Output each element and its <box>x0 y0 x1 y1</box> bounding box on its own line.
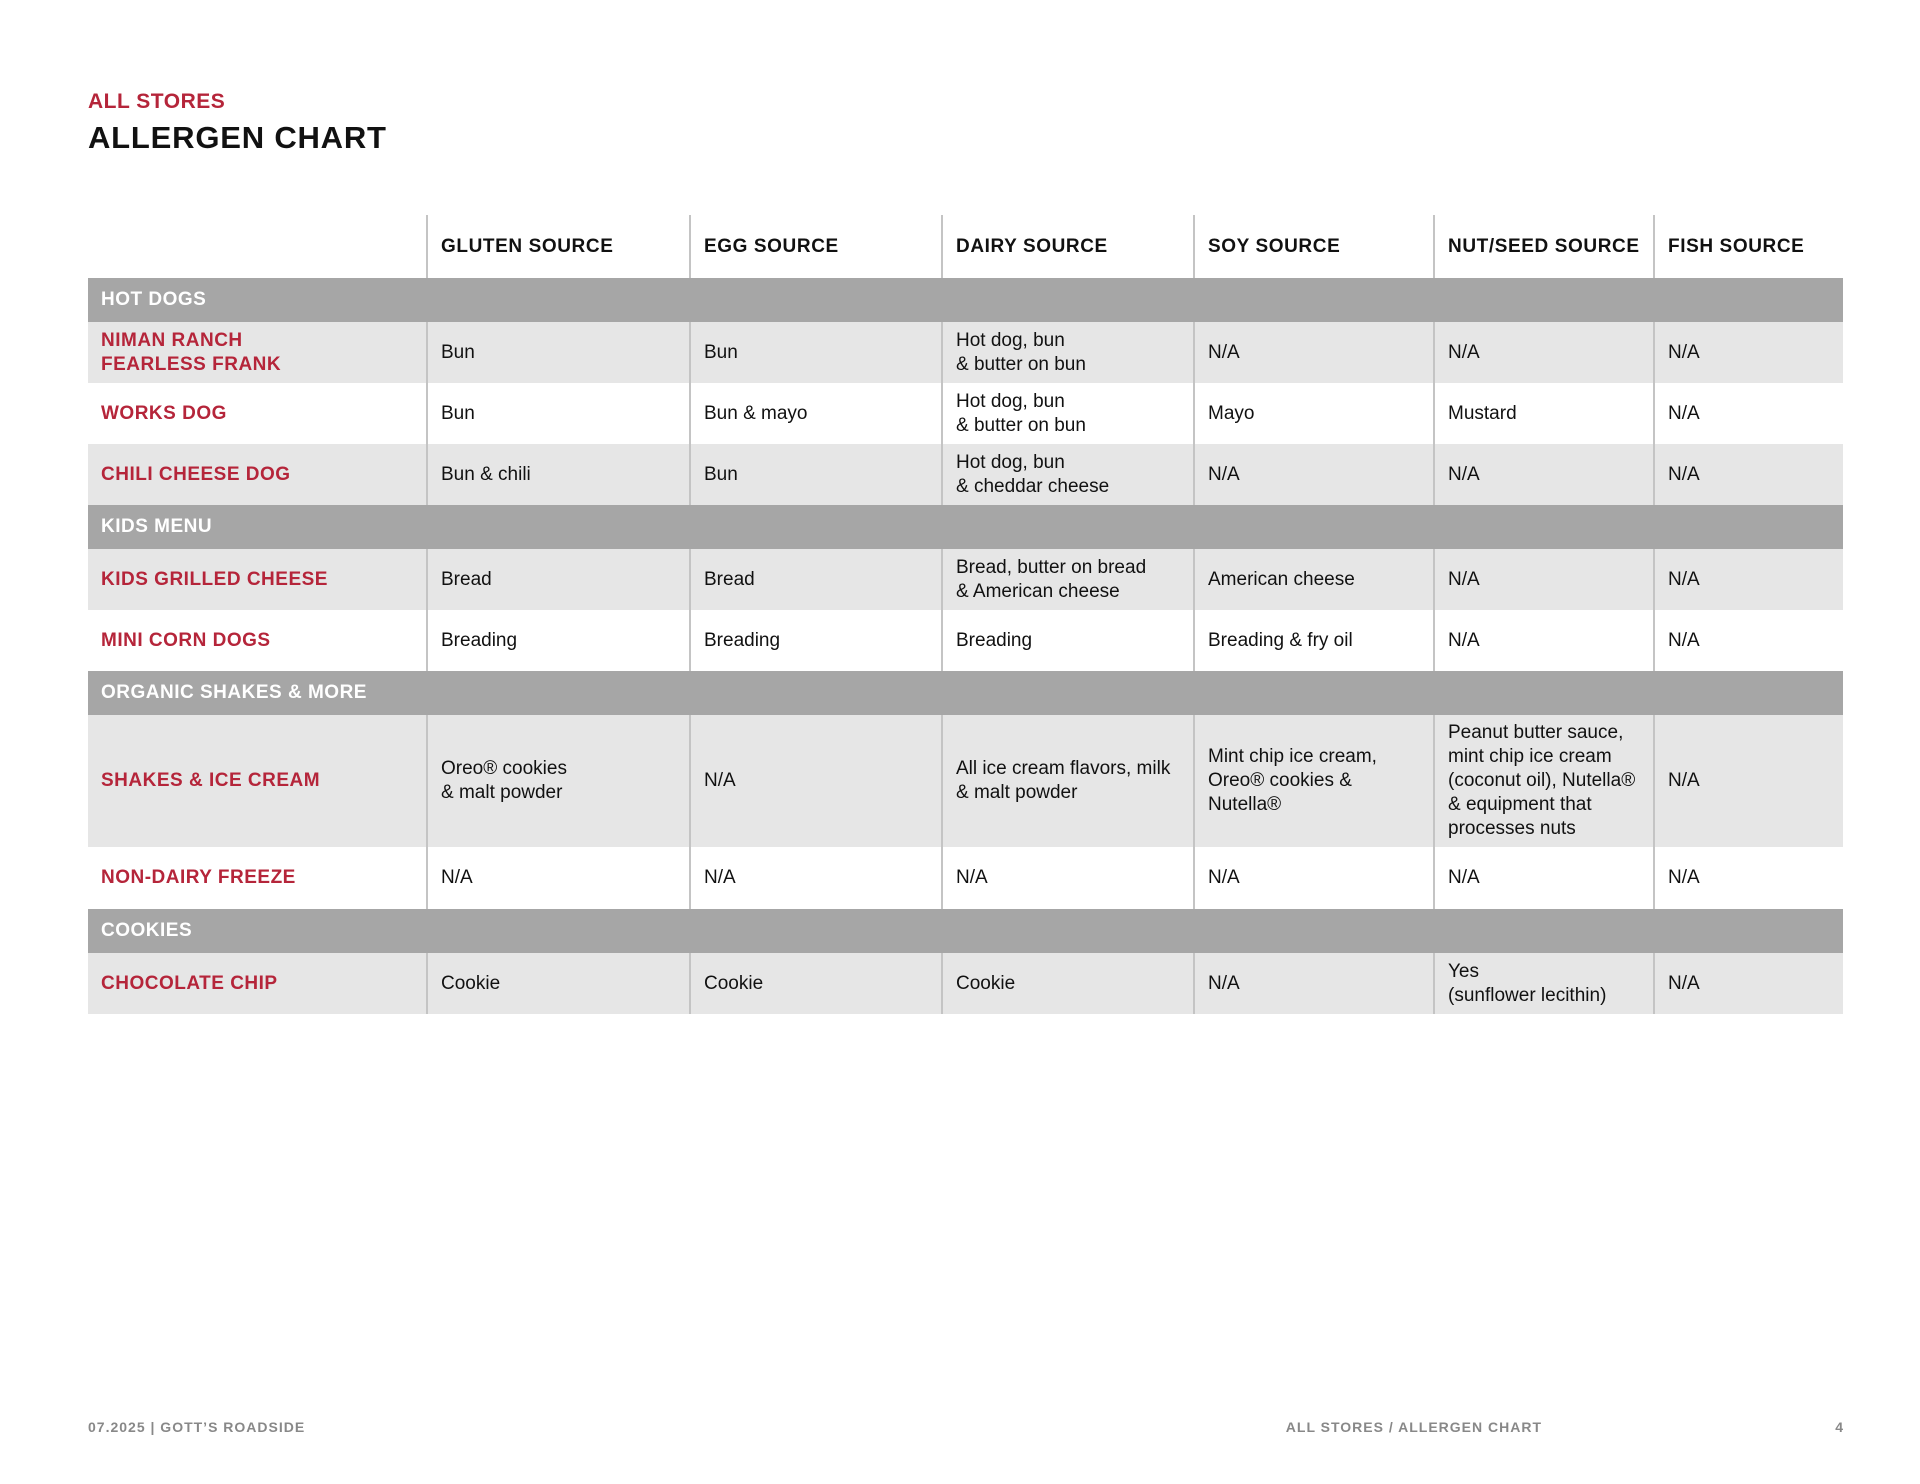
cell-fish <box>1654 322 1843 383</box>
cell-dairy <box>942 610 1194 671</box>
cell-text-line: mint chip ice cream <box>1448 746 1612 767</box>
cell-egg <box>690 610 942 671</box>
table-row <box>88 610 1843 671</box>
cell-text-line: N/A <box>704 770 736 791</box>
allergen-table <box>88 215 1843 1014</box>
cell-text-line: N/A <box>704 867 736 888</box>
cell-text-line: N/A <box>1668 341 1700 363</box>
cell-soy <box>1194 322 1434 383</box>
cell-text-line: American cheese <box>1208 568 1355 590</box>
cell-soy <box>1194 549 1434 610</box>
cell-text-line: N/A <box>1448 568 1480 590</box>
cell-text-line: N/A <box>1208 341 1240 363</box>
cell-text-line: & cheddar cheese <box>956 475 1110 497</box>
cell-text-line: & malt powder <box>441 782 563 803</box>
cell-soy <box>1194 715 1434 847</box>
cell-dairy <box>942 549 1194 610</box>
cell-fish <box>1654 383 1843 444</box>
menu-item-name-line: KIDS GRILLED CHEESE <box>101 568 328 590</box>
cell-text-line: N/A <box>1668 463 1700 485</box>
cell-nut-seed <box>1434 715 1654 847</box>
cell-text-line: Peanut butter sauce, <box>1448 722 1624 743</box>
cell-text-line: Bread <box>704 568 755 590</box>
cell-text-line: & American cheese <box>956 580 1120 602</box>
cell-fish <box>1654 444 1843 505</box>
cell-dairy <box>942 847 1194 909</box>
cell-text-line: N/A <box>1448 341 1480 363</box>
cell-text-line: Yes <box>1448 960 1479 982</box>
menu-item-name-line: CHILI CHEESE DOG <box>101 463 291 485</box>
menu-item-name-line: MINI CORN DOGS <box>101 629 271 651</box>
cell-text-line: Cookie <box>441 972 501 994</box>
cell-egg <box>690 322 942 383</box>
cell-text-line: Breading <box>704 629 781 651</box>
cell-text-line: & butter on bun <box>956 414 1086 436</box>
section-row <box>88 505 1843 549</box>
cell-soy <box>1194 953 1434 1014</box>
menu-item-name <box>88 444 427 505</box>
table-row <box>88 322 1843 383</box>
cell-text-line: Bun <box>704 463 738 485</box>
menu-item-name <box>88 847 427 909</box>
table-row <box>88 549 1843 610</box>
footer-date-brand: 07.2025 | GOTT’S ROADSIDE <box>88 1419 306 1435</box>
cell-text-line: & butter on bun <box>956 353 1086 375</box>
cell-egg <box>690 444 942 505</box>
cell-text-line: Bun & mayo <box>704 402 808 424</box>
section-row <box>88 909 1843 953</box>
page-kicker: ALL STORES <box>88 90 226 113</box>
cell-text-line: All ice cream flavors, milk <box>956 758 1171 779</box>
column-header-dairy: DAIRY SOURCE <box>942 215 1194 278</box>
cell-egg <box>690 715 942 847</box>
table-header <box>88 215 1843 278</box>
cell-text-line: N/A <box>441 867 473 888</box>
cell-egg <box>690 953 942 1014</box>
cell-soy <box>1194 847 1434 909</box>
cell-gluten <box>427 444 690 505</box>
section-row <box>88 278 1843 322</box>
cell-fish <box>1654 610 1843 671</box>
cell-fish <box>1654 953 1843 1014</box>
cell-text-line: Mustard <box>1448 402 1517 424</box>
cell-dairy <box>942 383 1194 444</box>
cell-text-line: N/A <box>956 867 988 888</box>
cell-text-line: & malt powder <box>956 782 1078 803</box>
section-label: ORGANIC SHAKES & MORE <box>88 671 1843 715</box>
cell-dairy <box>942 953 1194 1014</box>
cell-text-line: (sunflower lecithin) <box>1448 984 1607 1006</box>
cell-fish <box>1654 549 1843 610</box>
menu-item-name-line: NIMAN RANCH <box>101 329 243 351</box>
cell-fish <box>1654 715 1843 847</box>
menu-item-name-line: NON-DAIRY FREEZE <box>101 867 296 888</box>
cell-text-line: Oreo® cookies & <box>1208 770 1352 791</box>
cell-gluten <box>427 847 690 909</box>
column-header-fish: FISH SOURCE <box>1654 215 1843 278</box>
cell-text-line: Breading <box>441 629 518 651</box>
column-header-gluten: GLUTEN SOURCE <box>427 215 690 278</box>
header-row <box>88 215 1843 278</box>
cell-text-line: Bread <box>441 568 492 590</box>
table-row <box>88 953 1843 1014</box>
cell-text-line: Mint chip ice cream, <box>1208 746 1377 767</box>
cell-text-line: N/A <box>1208 867 1240 888</box>
cell-nut-seed <box>1434 610 1654 671</box>
cell-text-line: Cookie <box>704 972 764 994</box>
cell-text-line: N/A <box>1448 867 1480 888</box>
cell-nut-seed <box>1434 953 1654 1014</box>
cell-text-line: Nutella® <box>1208 794 1282 815</box>
cell-text-line: Hot dog, bun <box>956 390 1065 412</box>
cell-text-line: N/A <box>1668 629 1700 651</box>
page-title: ALLERGEN CHART <box>88 120 387 155</box>
cell-nut-seed <box>1434 322 1654 383</box>
table-row <box>88 847 1843 909</box>
menu-item-name-line: SHAKES & ICE CREAM <box>101 770 321 791</box>
section-label: HOT DOGS <box>88 278 1843 322</box>
menu-item-name-line: WORKS DOG <box>101 402 227 424</box>
cell-text-line: N/A <box>1208 972 1240 994</box>
menu-item-name <box>88 549 427 610</box>
table-body <box>88 278 1843 1014</box>
menu-item-name-line: CHOCOLATE CHIP <box>101 972 278 994</box>
column-header-item <box>88 215 427 278</box>
cell-nut-seed <box>1434 549 1654 610</box>
column-header-soy: SOY SOURCE <box>1194 215 1434 278</box>
section-label: KIDS MENU <box>88 505 1843 549</box>
table-row <box>88 383 1843 444</box>
cell-text-line: (coconut oil), Nutella® <box>1448 770 1636 791</box>
cell-soy <box>1194 444 1434 505</box>
cell-text-line: N/A <box>1668 568 1700 590</box>
cell-dairy <box>942 715 1194 847</box>
menu-item-name <box>88 953 427 1014</box>
cell-gluten <box>427 383 690 444</box>
cell-gluten <box>427 610 690 671</box>
cell-text-line: N/A <box>1448 629 1480 651</box>
cell-text-line: Bun <box>441 402 475 424</box>
section-row <box>88 671 1843 715</box>
cell-dairy <box>942 444 1194 505</box>
cell-text-line: Bun <box>441 341 475 363</box>
cell-egg <box>690 383 942 444</box>
cell-text-line: N/A <box>1668 770 1700 791</box>
cell-nut-seed <box>1434 383 1654 444</box>
cell-egg <box>690 847 942 909</box>
cell-soy <box>1194 383 1434 444</box>
cell-gluten <box>427 953 690 1014</box>
cell-text-line: Hot dog, bun <box>956 329 1065 351</box>
cell-text-line: N/A <box>1668 972 1700 994</box>
cell-text-line: Bread, butter on bread <box>956 556 1147 578</box>
cell-nut-seed <box>1434 847 1654 909</box>
cell-text-line: Cookie <box>956 972 1016 994</box>
cell-text-line: processes nuts <box>1448 818 1576 839</box>
cell-text-line: Breading & fry oil <box>1208 629 1353 651</box>
page-number: 4 <box>1835 1419 1843 1435</box>
menu-item-name <box>88 322 427 383</box>
cell-text-line: N/A <box>1448 463 1480 485</box>
menu-item-name <box>88 383 427 444</box>
column-header-egg: EGG SOURCE <box>690 215 942 278</box>
menu-item-name <box>88 715 427 847</box>
cell-text-line: & equipment that <box>1448 794 1592 815</box>
cell-text-line: N/A <box>1668 867 1700 888</box>
menu-item-name <box>88 610 427 671</box>
cell-text-line: Hot dog, bun <box>956 451 1065 473</box>
menu-item-name-line: FEARLESS FRANK <box>101 353 282 375</box>
cell-text-line: Mayo <box>1208 402 1255 424</box>
cell-text-line: N/A <box>1208 463 1240 485</box>
cell-gluten <box>427 322 690 383</box>
cell-text-line: Bun <box>704 341 738 363</box>
table-row <box>88 444 1843 505</box>
cell-text-line: Oreo® cookies <box>441 758 567 779</box>
section-label: COOKIES <box>88 909 1843 953</box>
cell-gluten <box>427 715 690 847</box>
cell-text-line: Breading <box>956 629 1033 651</box>
column-header-nut-seed: NUT/SEED SOURCE <box>1434 215 1654 278</box>
cell-fish <box>1654 847 1843 909</box>
cell-nut-seed <box>1434 444 1654 505</box>
cell-gluten <box>427 549 690 610</box>
cell-soy <box>1194 610 1434 671</box>
cell-dairy <box>942 322 1194 383</box>
table-row <box>88 715 1843 847</box>
cell-text-line: Bun & chili <box>441 463 531 485</box>
cell-text-line: N/A <box>1668 402 1700 424</box>
cell-egg <box>690 549 942 610</box>
footer-section-title: ALL STORES / ALLERGEN CHART <box>1285 1419 1542 1435</box>
